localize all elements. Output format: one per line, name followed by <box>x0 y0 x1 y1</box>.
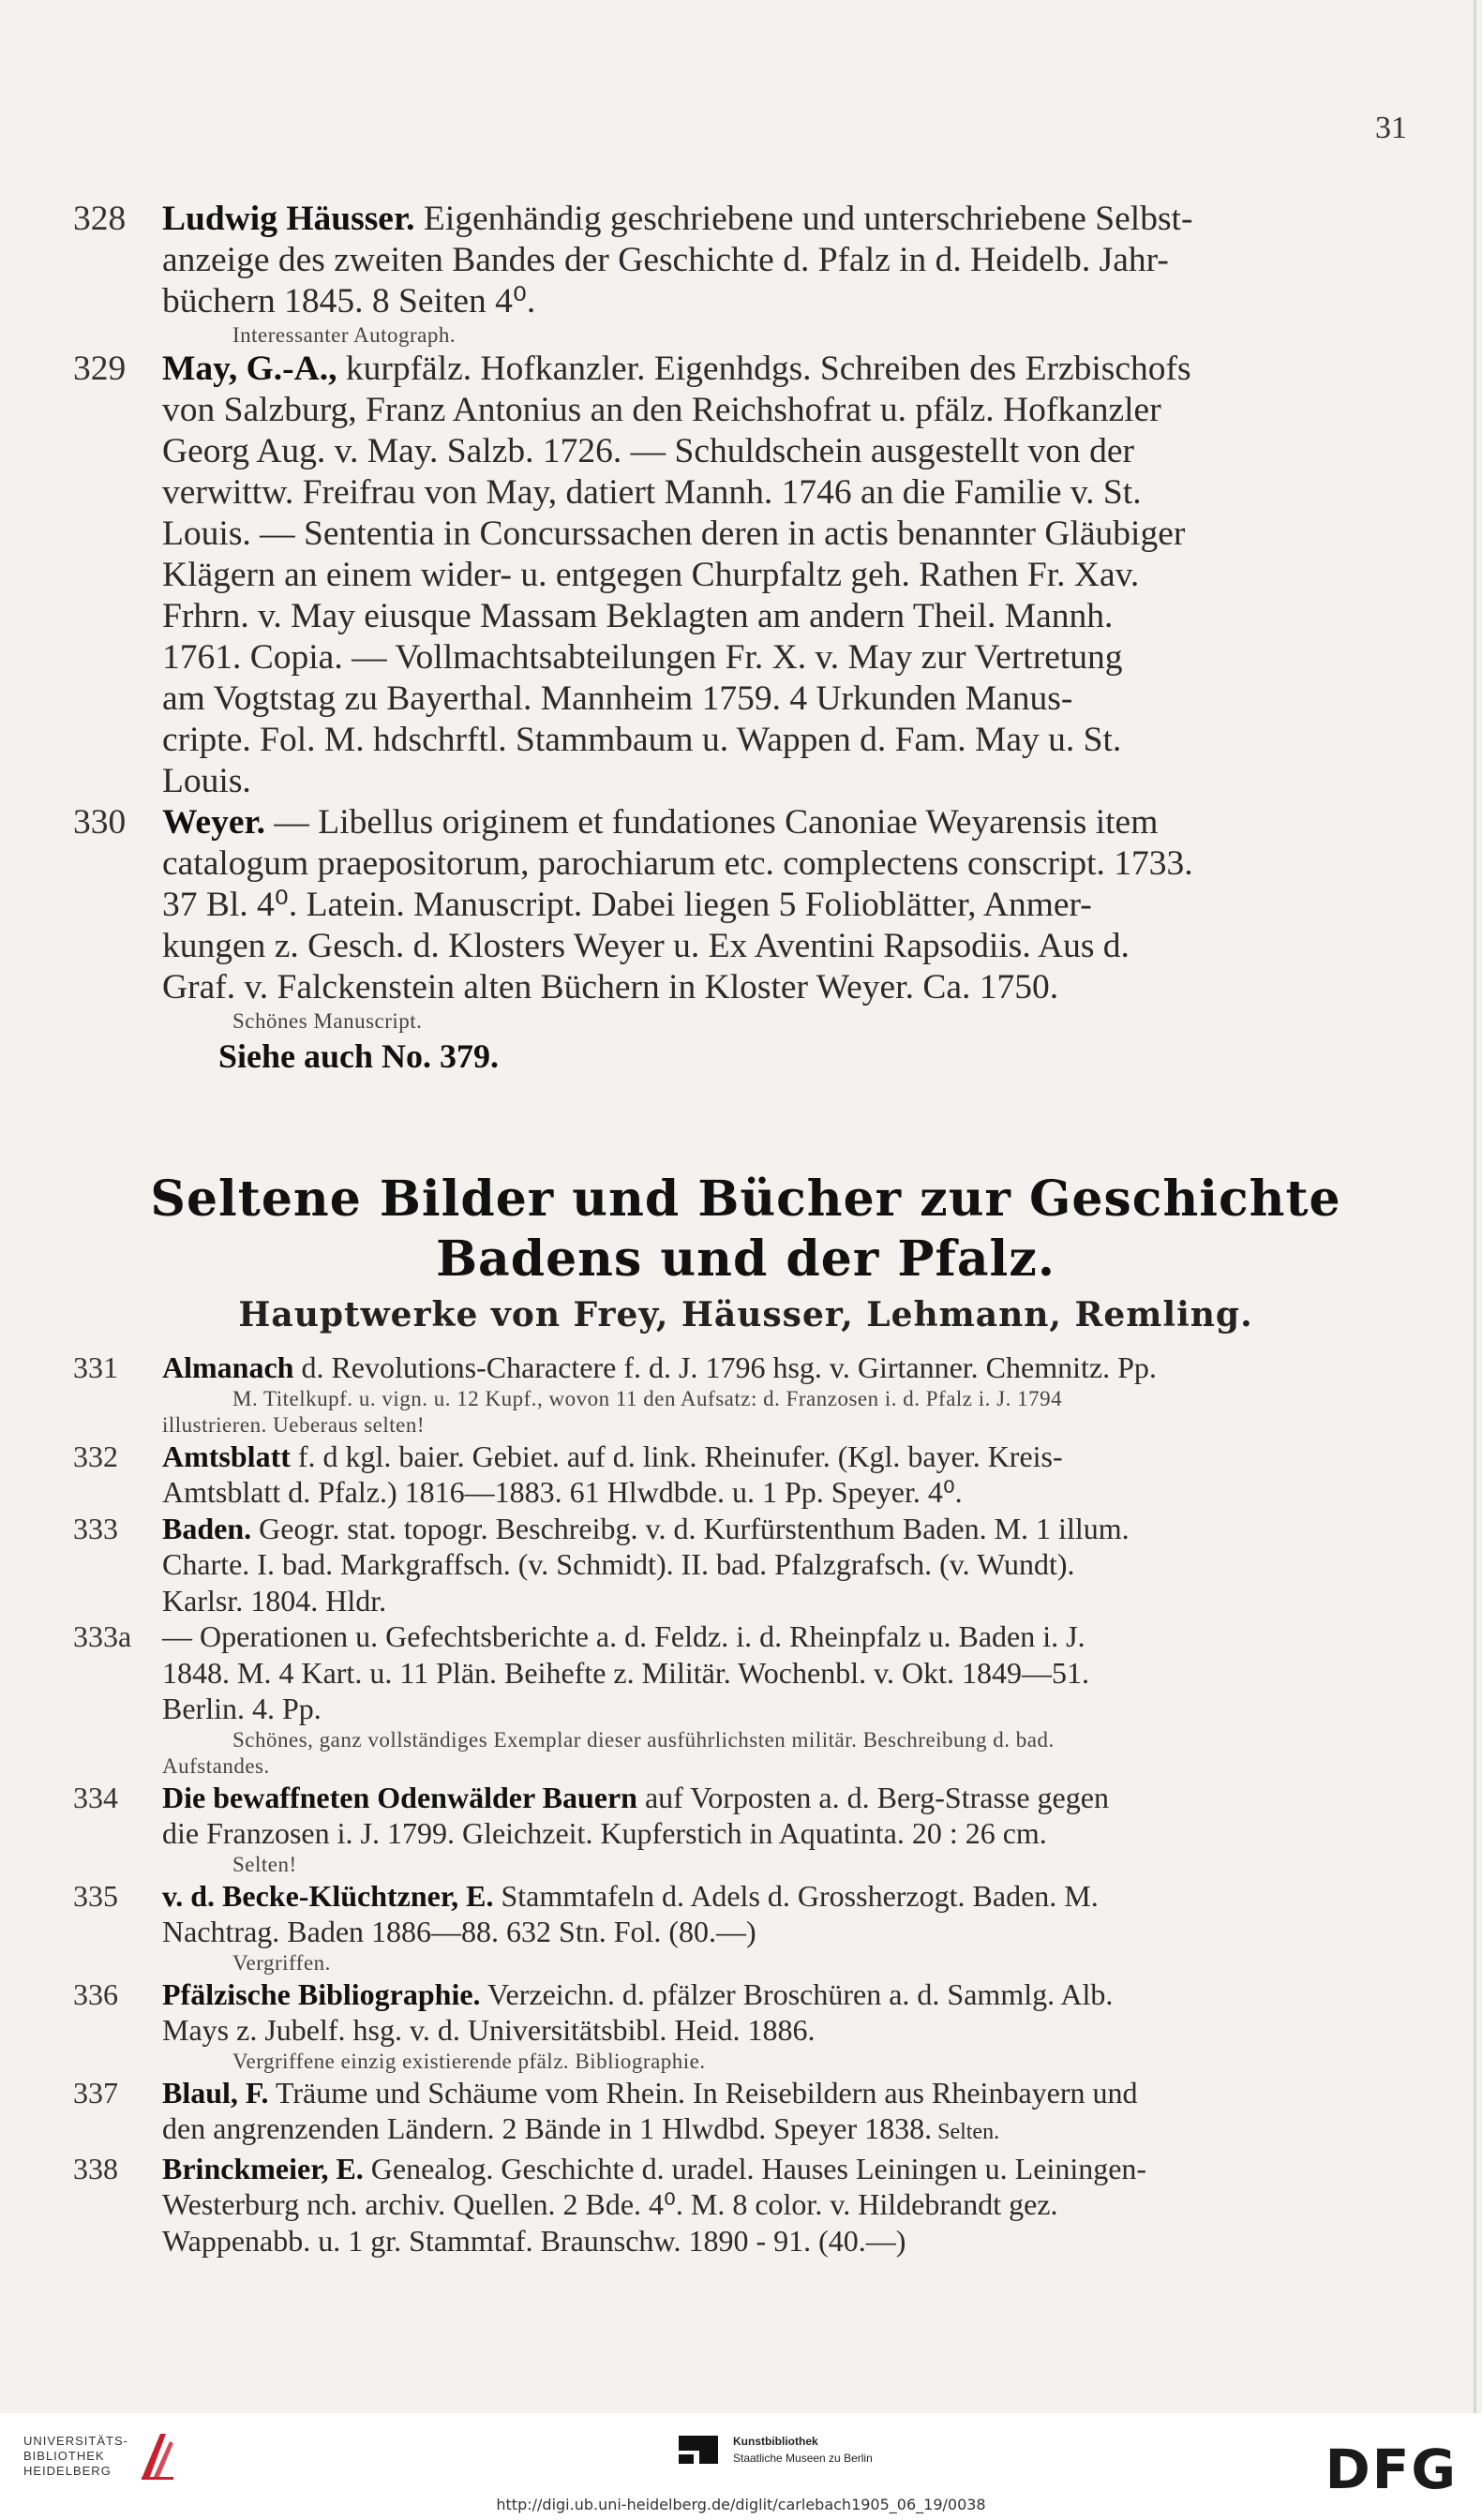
entry-line <box>162 1780 1418 1816</box>
catalog-entry <box>73 199 1418 349</box>
entry-line <box>162 281 1418 322</box>
entry-line <box>162 390 1418 431</box>
entry-note: Vergriffen. <box>232 1950 331 1975</box>
entry-line <box>162 761 1418 802</box>
kb-subname: Staatliche Museen zu Berlin <box>733 2452 873 2465</box>
entry-text: Louis. <box>162 762 251 800</box>
catalog-entry <box>73 349 1418 802</box>
entry-line <box>162 2151 1418 2187</box>
entry-text: Genealog. Geschichte d. uradel. Hauses Leiningen u. Leiningen- <box>363 2151 1147 2185</box>
entry-note: Interessanter Autograph. <box>232 323 457 347</box>
entry-note: Schönes, ganz vollständiges Exemplar dieser ausführlichsten militär. Beschreibung d. bad. <box>232 1727 1055 1752</box>
entry-text: — Operationen u. Gefechtsberichte a. d. Feldz. i. d. Rheinpfalz u. Baden i. J. <box>162 1619 1085 1653</box>
entry-text: am Vogtstag zu Bayerthal. Mannheim 1759. 4 Urkunden Manus- <box>162 679 1073 718</box>
entry-line <box>162 1474 1418 1511</box>
ub-emblem-icon <box>138 2430 177 2483</box>
entry-text: Nachtrag. Baden 1886—88. 632 Stn. Fol. (80.—) <box>162 1915 756 1948</box>
entry-text: Wappenabb. u. 1 gr. Stammtaf. Braunschw. 1890 - 91. (40.—) <box>162 2223 906 2258</box>
entry-title: Weyer. <box>162 803 266 842</box>
entry-text: auf Vorposten a. d. Berg-Strasse gegen <box>636 1780 1109 1814</box>
entry-line <box>162 1583 1418 1619</box>
entry-number: 333 <box>73 1511 118 1545</box>
catalog-entry <box>73 1976 1418 2075</box>
entry-rarity: Selten. <box>932 2120 1000 2144</box>
entry-number: 334 <box>73 1780 118 1814</box>
kb-name: Kunstbibliothek <box>733 2435 818 2448</box>
catalog-entry <box>73 1878 1418 1976</box>
kunstbibliothek-mark-icon <box>677 2432 720 2468</box>
ub-heidelberg-logo[interactable] <box>23 2430 177 2483</box>
entry-line <box>162 199 1418 240</box>
entry-line <box>162 555 1418 596</box>
entry-title: Baden. <box>162 1511 252 1545</box>
entry-title: Die bewaffneten Odenwälder Bauern <box>162 1780 637 1814</box>
entries-bottom <box>73 1349 1418 2259</box>
kunstbibliothek-logo[interactable] <box>677 2432 873 2468</box>
entry-number: 331 <box>73 1350 118 1384</box>
entry-number: 336 <box>73 1976 118 2011</box>
entry-line <box>162 431 1418 472</box>
entry-line <box>162 1349 1418 1386</box>
catalog-entry <box>73 1618 1418 1780</box>
section-subtitle: Hauptwerke von Frey, Häusser, Lehmann, Remling. <box>238 1295 1253 1335</box>
entry-text: die Franzosen i. J. 1799. Gleichzeit. Kupferstich in Aquatinta. 20 : 26 cm. <box>162 1816 1047 1850</box>
permalink-url[interactable]: http://digi.ub.uni-heidelberg.de/diglit/carlebach1905_06_19/0038 <box>496 2496 986 2513</box>
section-title-line-1: Seltene Bilder und Bücher zur Geschichte <box>150 1171 1341 1228</box>
section-header <box>73 1170 1418 1336</box>
entry-number: 332 <box>73 1439 118 1473</box>
entry-line <box>162 240 1418 281</box>
entry-note: M. Titelkupf. u. vign. u. 12 Kupf., wovon 11 den Aufsatz: d. Franzosen i. d. Pfalz i. J. 1794 <box>232 1386 1063 1410</box>
entry-note: Schönes Manuscript. <box>232 1009 423 1033</box>
entry-text: kurpfälz. Hofkanzler. Eigenhdgs. Schreiben des Erzbischofs <box>337 350 1191 388</box>
catalog-entry <box>73 1439 1418 1511</box>
entry-title: Blaul, F. <box>162 2075 269 2110</box>
entry-text: 1761. Copia. — Vollmachtsabteilungen Fr. X. v. May zur Vertretung <box>162 638 1123 677</box>
entry-number: 338 <box>73 2151 118 2185</box>
entry-line <box>162 1914 1418 1950</box>
page-fold-edge <box>1474 0 1476 2413</box>
entry-title: Almanach <box>162 1350 294 1384</box>
entry-line <box>162 2075 1418 2111</box>
entry-text: Klägern an einem wider- u. entgegen Churpfaltz geh. Rathen Fr. Xav. <box>162 556 1140 594</box>
entry-number: 328 <box>73 200 127 238</box>
entry-line <box>162 472 1418 514</box>
entries-top <box>73 199 1418 1035</box>
entry-title: Ludwig Häusser. <box>162 200 415 238</box>
entry-text: anzeige des zweiten Bandes der Geschichte d. Pfalz in d. Heidelb. Jahr- <box>162 241 1169 279</box>
entry-line <box>162 926 1418 967</box>
entry-text: Westerburg nch. archiv. Quellen. 2 Bde. 4⁰. M. 8 color. v. Hildebrandt gez. <box>162 2187 1058 2221</box>
entry-line <box>162 885 1418 926</box>
entry-text: Geogr. stat. topogr. Beschreibg. v. d. Kurfürstenthum Baden. M. 1 illum. <box>251 1511 1130 1545</box>
catalog-entry <box>73 2151 1418 2259</box>
catalog-entry <box>73 1780 1418 1878</box>
entry-text: von Salzburg, Franz Antonius an den Reichshofrat u. pfälz. Hofkanzler <box>162 391 1161 429</box>
entry-text: 37 Bl. 4⁰. Latein. Manuscript. Dabei liegen 5 Folioblätter, Anmer- <box>162 886 1092 924</box>
entry-text: — Libellus originem et fundationes Canoniae Weyarensis item <box>265 803 1159 842</box>
ub-logo-line-1: UNIVERSITÄTS- <box>23 2434 128 2448</box>
catalog-section-bottom <box>73 1349 1418 2259</box>
entry-title: Pfälzische Bibliographie. <box>162 1976 481 2011</box>
entry-text: d. Revolutions-Charactere f. d. J. 1796 hsg. v. Girtanner. Chemnitz. Pp. <box>293 1350 1157 1384</box>
entry-line <box>162 1815 1418 1852</box>
entry-text: 1848. M. 4 Kart. u. 11 Plän. Beihefte z. Militär. Wochenbl. v. Okt. 1849—51. <box>162 1655 1089 1690</box>
entry-number: 330 <box>73 803 127 842</box>
entry-note: Aufstandes. <box>162 1753 270 1778</box>
entry-line <box>162 720 1418 761</box>
entry-line <box>162 637 1418 678</box>
entry-text: Georg Aug. v. May. Salzb. 1726. — Schuldschein ausgestellt von der <box>162 432 1134 470</box>
entry-text: büchern 1845. 8 Seiten 4⁰. <box>162 282 536 321</box>
entry-text: Verzeichn. d. pfälzer Broschüren a. d. Sammlg. Alb. <box>480 1976 1114 2011</box>
entry-text: Louis. — Sententia in Concurssachen deren in actis benannter Gläubiger <box>162 514 1186 553</box>
ub-logo-line-2: BIBLIOTHEK <box>23 2449 105 2463</box>
entry-number: 337 <box>73 2075 118 2110</box>
entry-text: verwittw. Freifrau von May, datiert Mannh. 1746 an die Familie v. St. <box>162 473 1142 512</box>
entry-line <box>162 2186 1418 2223</box>
entry-line <box>162 2012 1418 2049</box>
entry-line <box>162 1976 1418 2013</box>
entry-text: Berlin. 4. Pp. <box>162 1692 322 1725</box>
entry-text: catalogum praepositorum, parochiarum etc. complectens conscript. 1733. <box>162 844 1193 883</box>
entry-line <box>162 1439 1418 1475</box>
entry-text: Amtsblatt d. Pfalz.) 1816—1883. 61 Hlwdbde. u. 1 Pp. Speyer. 4⁰. <box>162 1475 963 1509</box>
entry-text: f. d kgl. baier. Gebiet. auf d. link. Rheinufer. (Kgl. bayer. Kreis- <box>290 1439 1063 1473</box>
entry-text: Graf. v. Falckenstein alten Büchern in Kloster Weyer. Ca. 1750. <box>162 968 1059 1007</box>
entry-line <box>162 2223 1418 2259</box>
entry-line <box>162 2110 1418 2151</box>
section-title-line-2: Badens und der Pfalz. <box>436 1230 1055 1288</box>
entry-text: Stammtafeln d. Adels d. Grossherzogt. Baden. M. <box>493 1878 1099 1913</box>
catalog-entry <box>73 2075 1418 2151</box>
entry-line <box>162 1878 1418 1915</box>
catalog-section-top <box>73 199 1418 1076</box>
entry-line <box>162 843 1418 885</box>
ub-logo-line-3: HEIDELBERG <box>23 2464 112 2478</box>
entry-line <box>162 1655 1418 1692</box>
see-also-note: Siehe auch No. 379. <box>218 1037 500 1075</box>
entry-text: Frhrn. v. May eiusque Massam Beklagten am andern Theil. Mannh. <box>162 597 1114 635</box>
entry-line <box>162 1511 1418 1547</box>
entry-text: Eigenhändig geschriebene und unterschriebene Selbst- <box>414 200 1193 238</box>
entry-line <box>162 967 1418 1008</box>
entry-line <box>162 802 1418 843</box>
entry-note: illustrieren. Ueberaus selten! <box>162 1412 426 1437</box>
entry-line <box>162 514 1418 555</box>
entry-line <box>162 596 1418 637</box>
entry-text: Karlsr. 1804. Hldr. <box>162 1583 387 1618</box>
entry-title: Brinckmeier, E. <box>162 2151 364 2185</box>
entry-line <box>162 1691 1418 1727</box>
dfg-logo[interactable]: DFG <box>1325 2438 1458 2501</box>
entry-text: Charte. I. bad. Markgraffsch. (v. Schmidt). II. bad. Pfalzgrafsch. (v. Wundt). <box>162 1547 1075 1581</box>
entry-text: cripte. Fol. M. hdschrftl. Stammbaum u. Wappen d. Fam. May u. St. <box>162 721 1122 759</box>
entry-number: 333a <box>73 1619 132 1653</box>
entry-number: 335 <box>73 1878 118 1913</box>
catalog-entry <box>73 1349 1418 1439</box>
entry-note: Selten! <box>232 1852 297 1876</box>
entry-note: Vergriffene einzig existierende pfälz. Bibliographie. <box>232 2049 706 2073</box>
entry-text: Mays z. Jubelf. hsg. v. d. Universitätsbibl. Heid. 1886. <box>162 2013 816 2047</box>
entry-text: kungen z. Gesch. d. Klosters Weyer u. Ex Aventini Rapsodiis. Aus d. <box>162 927 1130 965</box>
entry-line <box>162 349 1418 390</box>
entry-line <box>162 678 1418 720</box>
page-number: 31 <box>1375 111 1407 145</box>
entry-number: 329 <box>73 350 127 388</box>
entry-title: May, G.-A., <box>162 350 337 388</box>
entry-text: den angrenzenden Ländern. 2 Bände in 1 Hlwdbd. Speyer 1838. <box>162 2111 933 2145</box>
catalog-entry <box>73 1511 1418 1619</box>
footer-bar <box>0 2413 1482 2520</box>
entry-title: v. d. Becke-Klüchtzner, E. <box>162 1878 494 1913</box>
catalog-entry <box>73 802 1418 1035</box>
entry-line <box>162 1618 1418 1655</box>
entry-line <box>162 1546 1418 1583</box>
entry-text: Träume und Schäume vom Rhein. In Reisebildern aus Rheinbayern und <box>268 2075 1138 2110</box>
entry-title: Amtsblatt <box>162 1439 291 1473</box>
